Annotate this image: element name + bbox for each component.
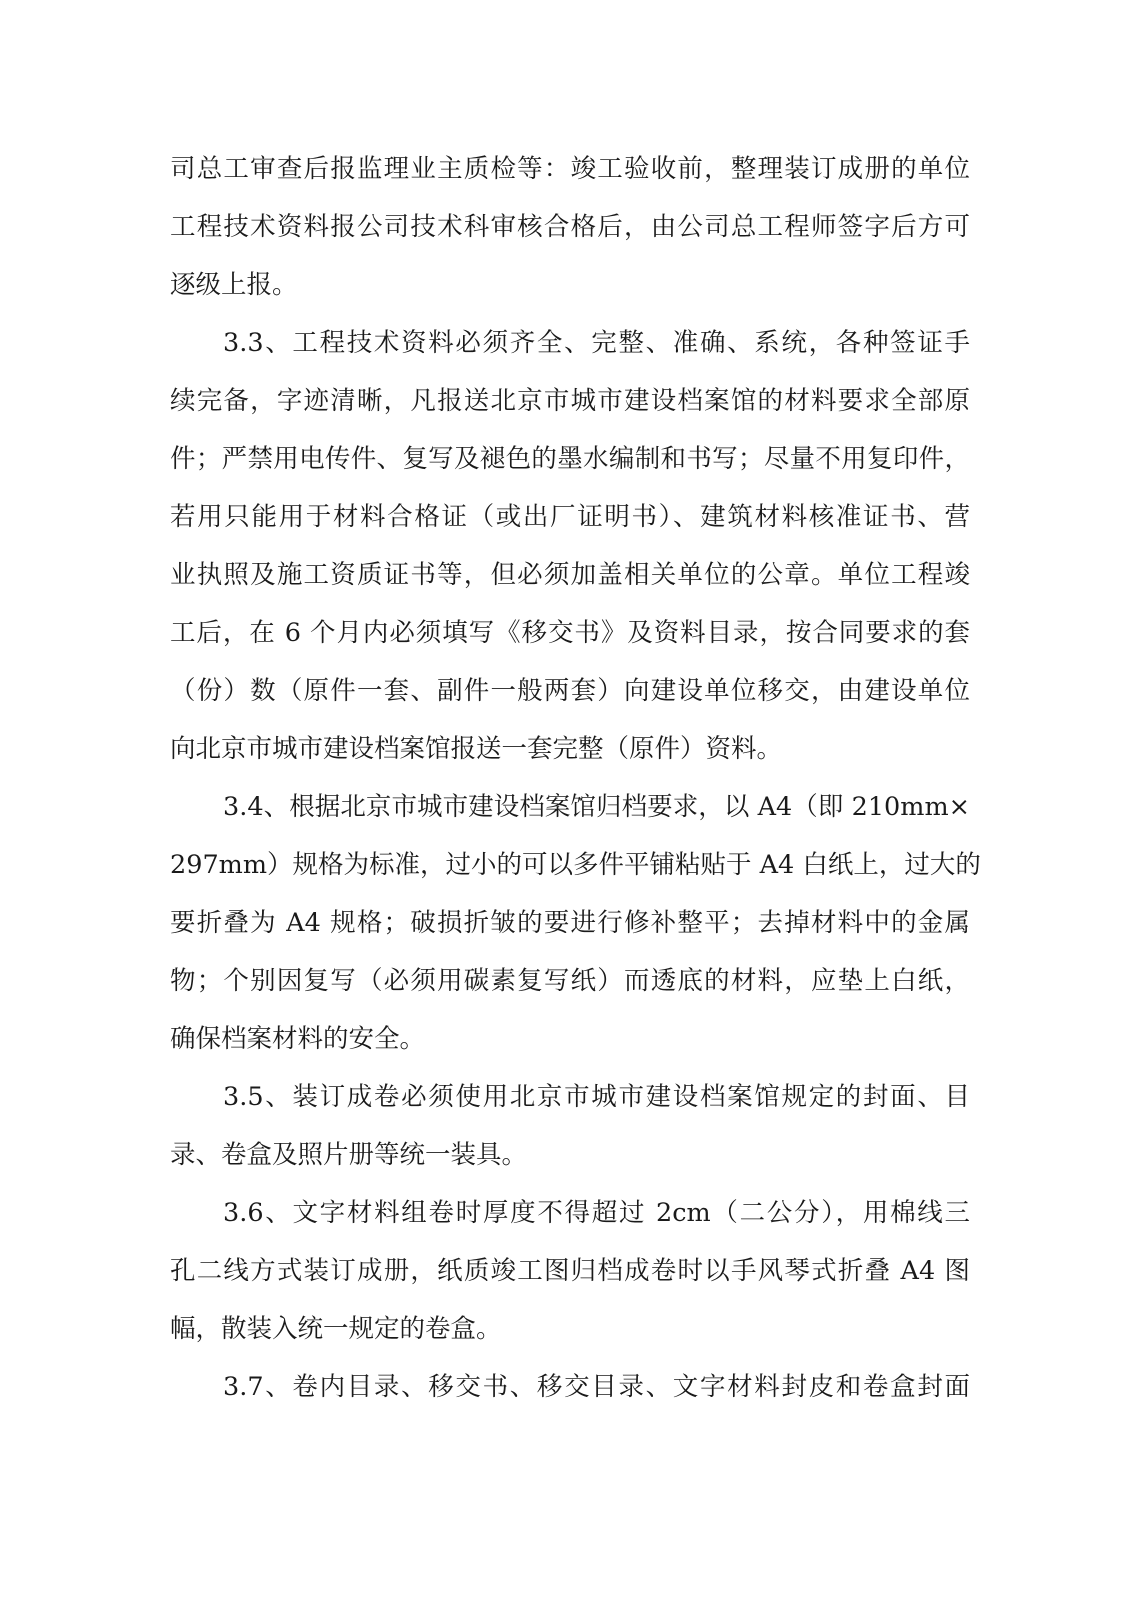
text-line: 297mm）规格为标准，过小的可以多件平铺粘贴于 A4 白纸上，过大的 — [170, 850, 981, 880]
text-line: （份）数（原件一套、副件一般两套）向建设单位移交，由建设单位 — [170, 676, 970, 706]
text-line: 件；严禁用电传件、复写及褪色的墨水编制和书写；尽量不用复印件， — [170, 444, 970, 474]
text-line: 工程技术资料报公司技术科审核合格后，由公司总工程师签字后方可 — [170, 212, 970, 242]
text-line: 工后，在 6 个月内必须填写《移交书》及资料目录，按合同要求的套 — [170, 618, 970, 648]
text-line: 司总工审查后报监理业主质检等：竣工验收前，整理装订成册的单位 — [170, 154, 970, 184]
text-line: 录、卷盒及照片册等统一装具。 — [170, 1140, 528, 1170]
text-line: 要折叠为 A4 规格；破损折皱的要进行修补整平；去掉材料中的金属 — [170, 908, 970, 938]
text-line: 幅，散装入统一规定的卷盒。 — [170, 1314, 502, 1344]
paragraph-3-4-first-line: 3.4、根据北京市城市建设档案馆归档要求，以 A4（即 210mm× — [223, 792, 970, 822]
text-line: 续完备，字迹清晰，凡报送北京市城市建设档案馆的材料要求全部原 — [170, 386, 970, 416]
paragraph-3-5-first-line: 3.5、装订成卷必须使用北京市城市建设档案馆规定的封面、目 — [223, 1082, 970, 1112]
text-line: 业执照及施工资质证书等，但必须加盖相关单位的公章。单位工程竣 — [170, 560, 970, 590]
paragraph-3-6-first-line: 3.6、文字材料组卷时厚度不得超过 2cm（二公分），用棉线三 — [223, 1198, 970, 1228]
paragraph-3-7-first-line: 3.7、卷内目录、移交书、移交目录、文字材料封皮和卷盒封面 — [223, 1372, 970, 1402]
text-line: 若用只能用于材料合格证（或出厂证明书）、建筑材料核准证书、营 — [170, 502, 970, 532]
text-line: 确保档案材料的安全。 — [170, 1024, 426, 1054]
paragraph-3-3-first-line: 3.3、工程技术资料必须齐全、完整、准确、系统，各种签证手 — [223, 328, 970, 358]
text-line: 孔二线方式装订成册，纸质竣工图归档成卷时以手风琴式折叠 A4 图 — [170, 1256, 970, 1286]
text-line: 向北京市城市建设档案馆报送一套完整（原件）资料。 — [170, 734, 783, 764]
text-line: 逐级上报。 — [170, 270, 298, 300]
text-line: 物；个别因复写（必须用碳素复写纸）而透底的材料，应垫上白纸， — [170, 966, 970, 996]
